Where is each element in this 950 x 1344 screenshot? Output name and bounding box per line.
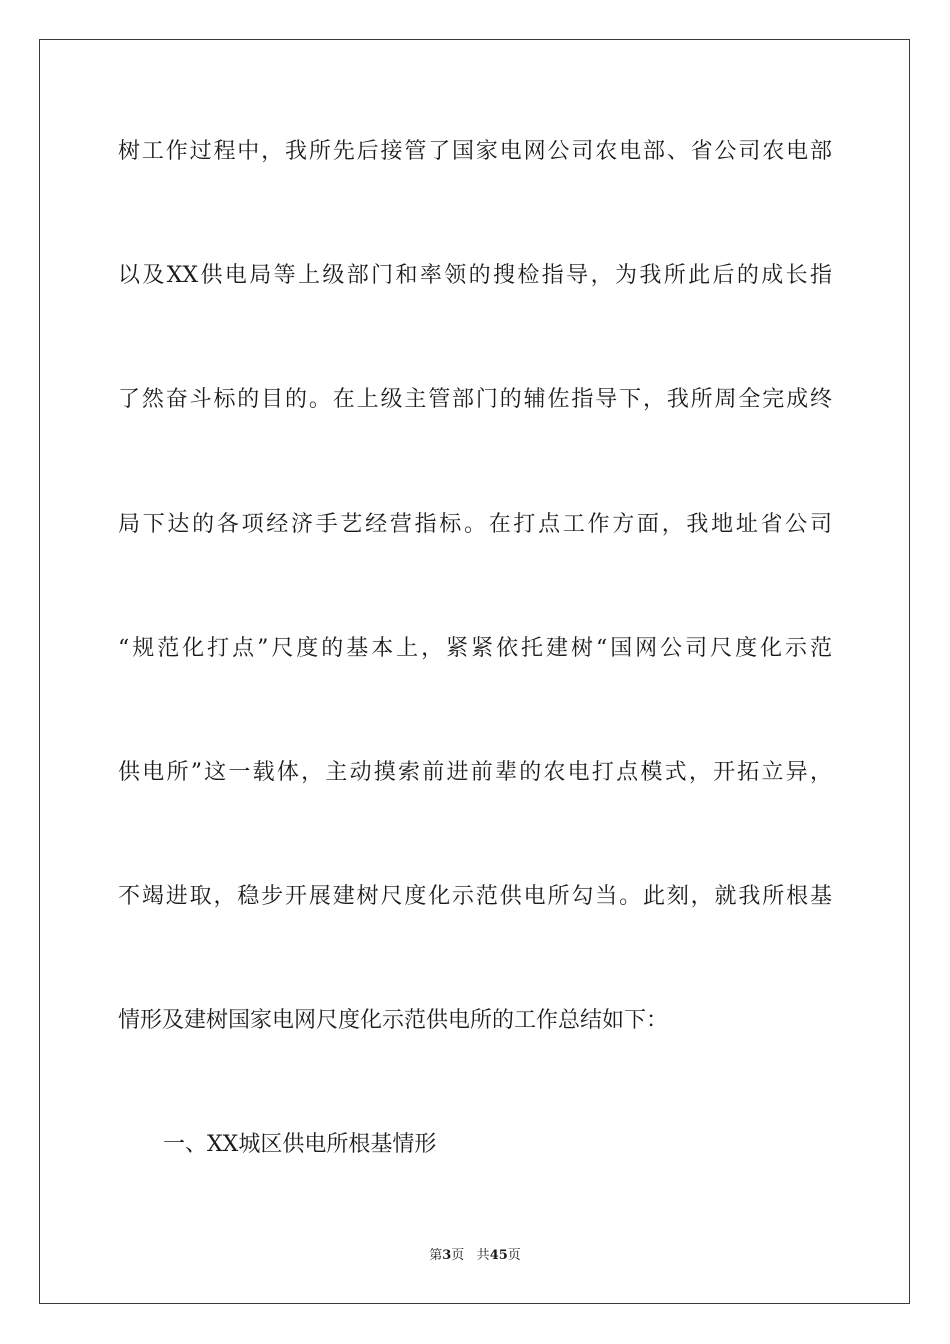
body-text-line-3: 了然奋斗标的目的。在上级主管部门的辅佐指导下，我所周全完成终 — [118, 387, 832, 412]
body-text-line-6: 供电所”这一载体，主动摸索前进前辈的农电打点模式，开拓立异， — [118, 760, 832, 785]
body-text-line-8: 情形及建树国家电网尺度化示范供电所的工作总结如下： — [118, 1008, 669, 1033]
body-text-line-7: 不竭进取，稳步开展建树尺度化示范供电所勾当。此刻，就我所根基 — [118, 884, 832, 909]
body-text-line-4: 局下达的各项经济手艺经营指标。在打点工作方面，我地址省公司 — [118, 512, 832, 537]
footer-page-suffix: 页 — [451, 1248, 465, 1263]
page-footer — [0, 1247, 950, 1265]
body-text-line-5: “规范化打点”尺度的基本上，紧紧依托建树“国网公司尺度化示范 — [118, 636, 832, 661]
body-text-line-2: 以及XX供电局等上级部门和率领的搜检指导，为我所此后的成长指 — [118, 263, 832, 288]
footer-total-suffix: 页 — [507, 1248, 521, 1263]
page-border — [39, 39, 910, 1304]
footer-total-prefix: 共 — [476, 1248, 490, 1263]
section-heading: 一、XX城区供电所根基情形 — [163, 1132, 437, 1157]
body-text-line-1: 树工作过程中，我所先后接管了国家电网公司农电部、省公司农电部 — [118, 139, 832, 164]
footer-page-number: 3 — [442, 1248, 452, 1263]
footer-total-pages: 45 — [489, 1248, 508, 1263]
footer-page-prefix: 第 — [429, 1248, 443, 1263]
